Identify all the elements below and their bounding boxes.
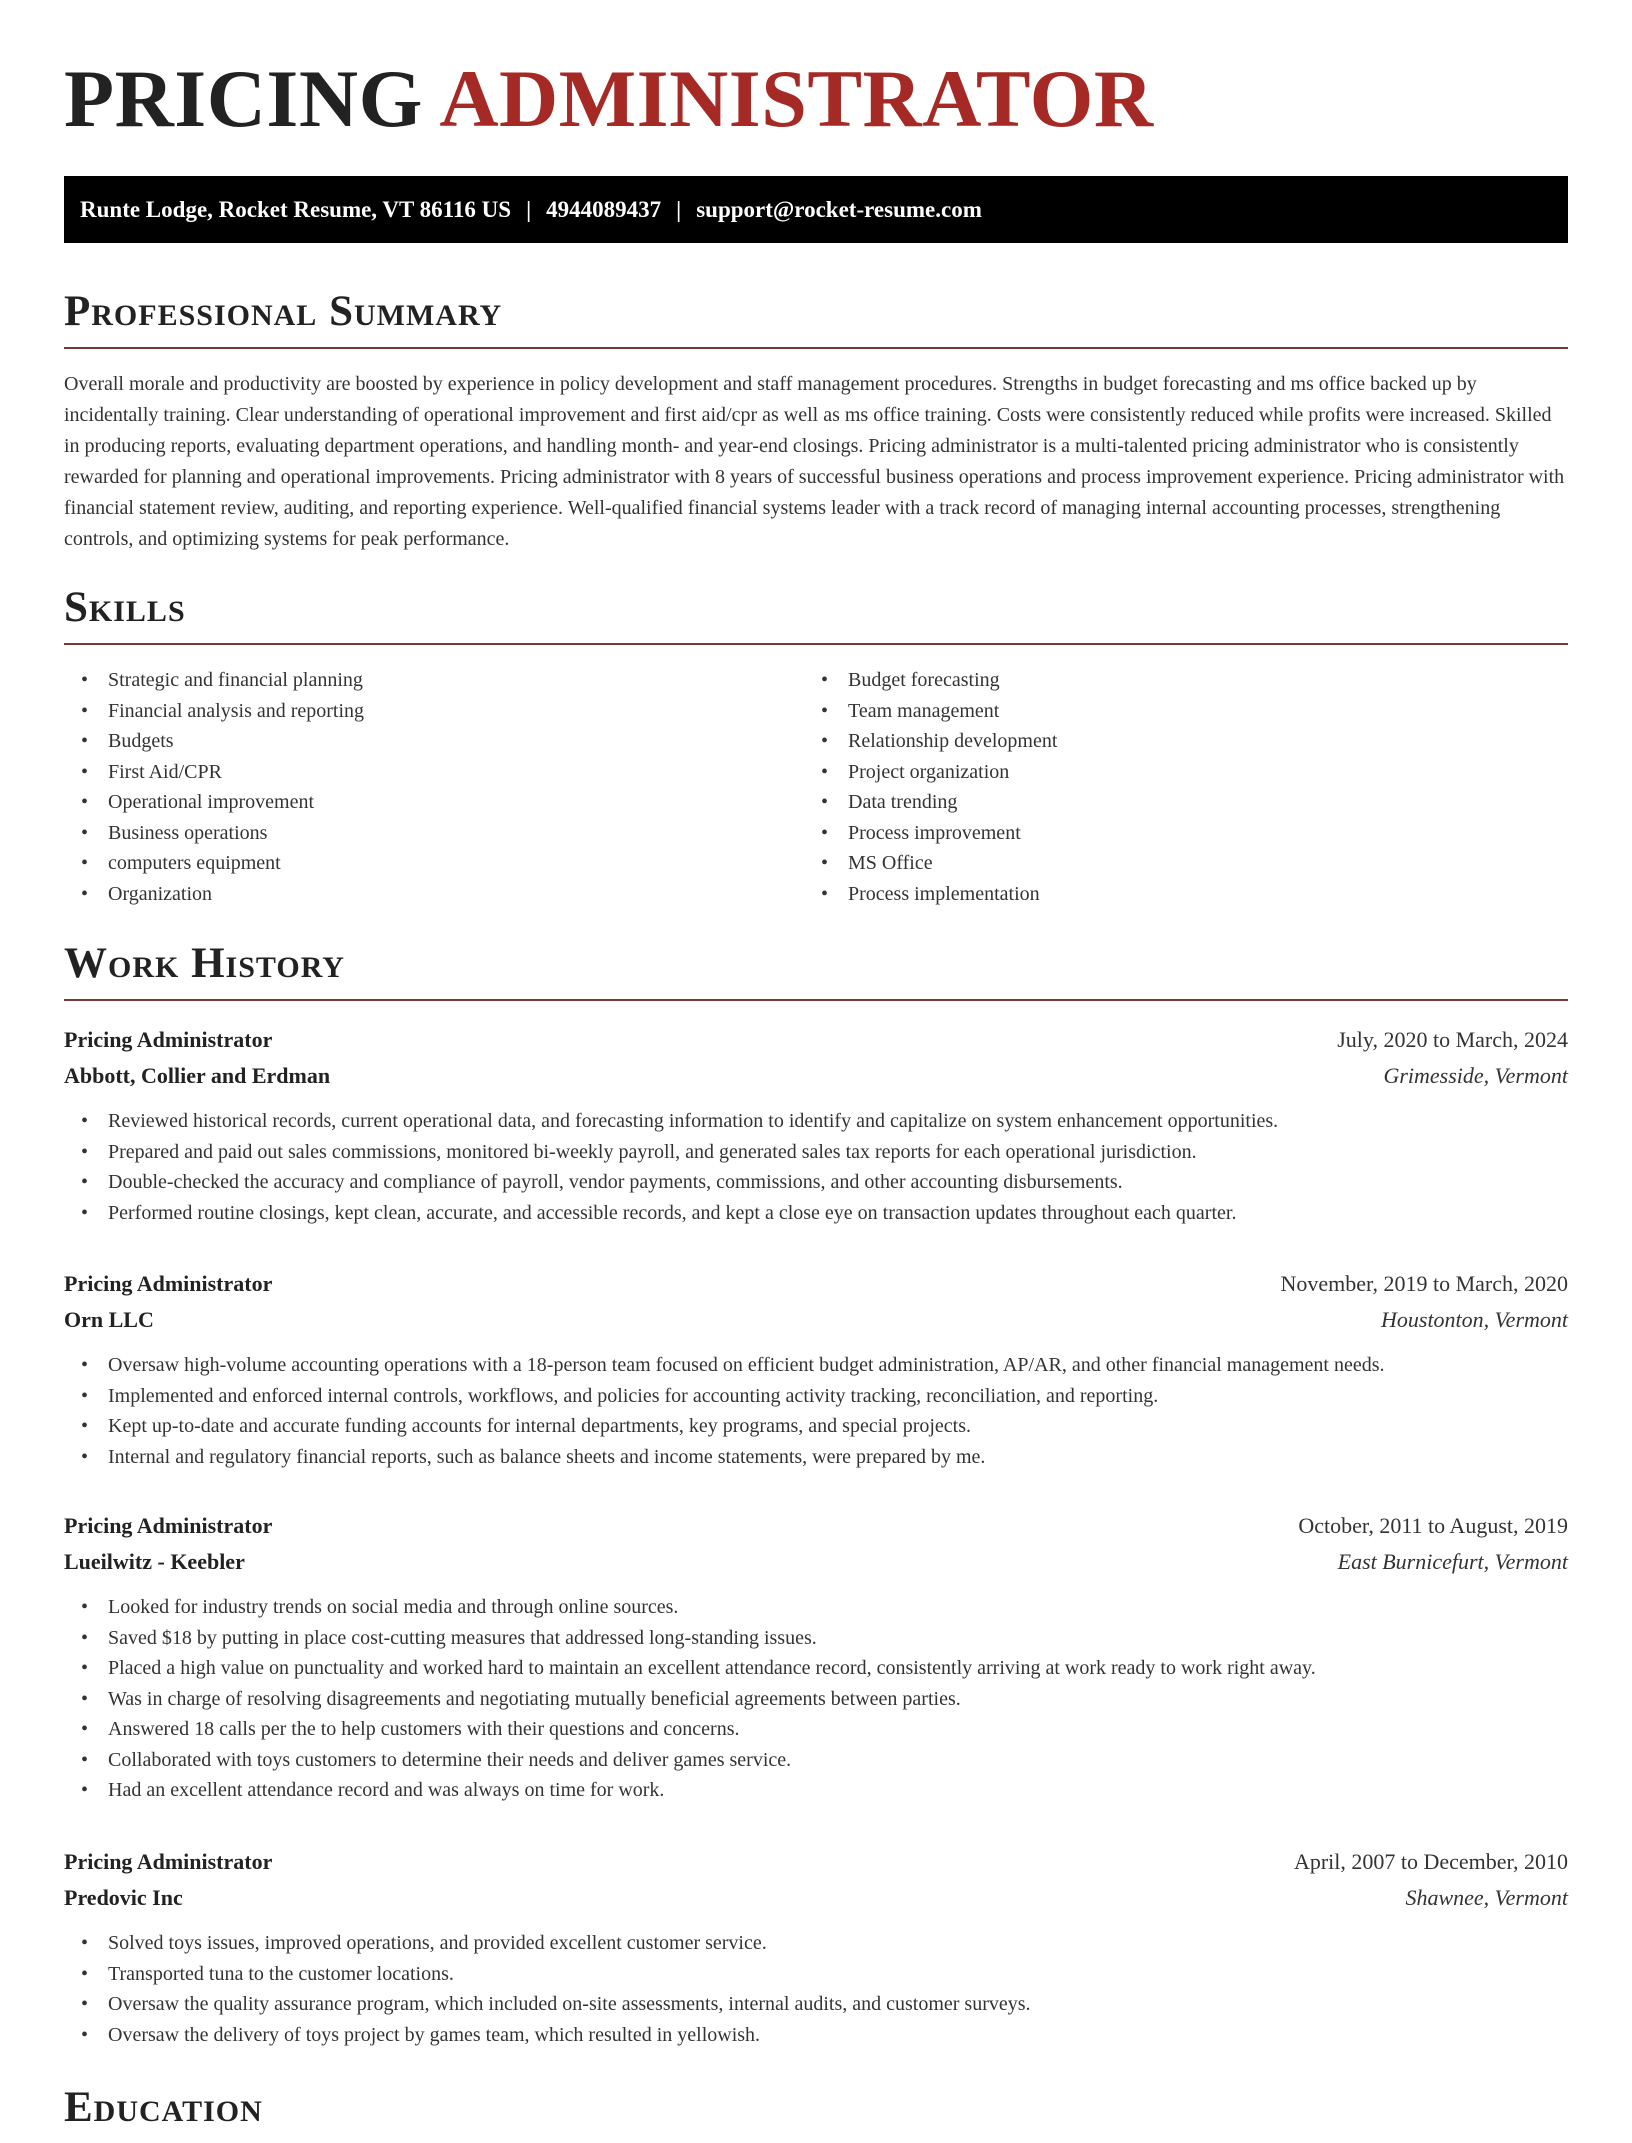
job-company-row: [64, 1880, 1568, 1916]
job-company: Predovic Inc: [64, 1885, 183, 1910]
skill-item: • Data trending: [804, 787, 1544, 818]
skills-section-header: [64, 586, 1568, 645]
job-bullets: [64, 1592, 1568, 1806]
job-entry: [64, 1844, 1568, 2050]
job-bullet: • Transported tuna to the customer locations.: [64, 1959, 1568, 1990]
job-bullet: • Was in charge of resolving disagreements and negotiating mutually beneficial agreements between parties.: [64, 1684, 1568, 1715]
job-dates: October, 2011 to August, 2019: [1298, 1513, 1568, 1538]
job-bullet: • Oversaw high-volume accounting operations with a 18-person team focused on efficient budget administration, AP/AR, and other financial management needs.: [64, 1350, 1568, 1381]
job-bullet: • Collaborated with toys customers to determine their needs and deliver games service.: [64, 1745, 1568, 1776]
skill-item: • computers equipment: [64, 848, 804, 879]
job-dates: April, 2007 to December, 2010: [1293, 1849, 1568, 1874]
contact-separator: |: [676, 196, 682, 222]
job-company-row: [64, 1544, 1568, 1580]
education-heading: Education: [64, 2084, 263, 2131]
skills-heading: Skills: [64, 584, 186, 631]
job-title: Pricing Administrator: [64, 1271, 273, 1296]
job-location: Grimesside, Vermont: [1383, 1063, 1568, 1088]
job-title-row: [64, 1022, 1568, 1058]
job-bullet: • Kept up-to-date and accurate funding accounts for internal departments, key programs, and special projects.: [64, 1411, 1568, 1442]
job-bullet: • Reviewed historical records, current operational data, and forecasting information to identify and capitalize on system enhancement opportunities.: [64, 1106, 1568, 1137]
skill-item: • Process implementation: [804, 879, 1544, 910]
job-location: Shawnee, Vermont: [1405, 1885, 1568, 1910]
job-bullet: • Prepared and paid out sales commissions, monitored bi-weekly payroll, and generated sales tax reports for each operational jurisdiction.: [64, 1137, 1568, 1168]
job-entry: [64, 1022, 1568, 1228]
job-company-row: [64, 1302, 1568, 1338]
work-history-heading: Work History: [64, 940, 345, 987]
skills-column-right: [804, 665, 1544, 909]
work-history-section-header: [64, 942, 1568, 1001]
skill-item: • Operational improvement: [64, 787, 804, 818]
job-company: Lueilwitz - Keebler: [64, 1549, 245, 1574]
name-last: ADMINISTRATOR: [439, 53, 1154, 144]
job-bullet: • Had an excellent attendance record and was always on time for work.: [64, 1775, 1568, 1806]
job-bullet: • Double-checked the accuracy and compliance of payroll, vendor payments, commissions, and other accounting disbursements.: [64, 1167, 1568, 1198]
job-company-row: [64, 1058, 1568, 1094]
skills-list: [64, 665, 1568, 909]
contact-phone: 4944089437: [546, 196, 662, 222]
job-bullet: • Internal and regulatory financial reports, such as balance sheets and income statements, were prepared by me.: [64, 1442, 1568, 1473]
contact-bar: [64, 176, 1568, 243]
job-location: Houstonton, Vermont: [1381, 1307, 1568, 1332]
contact-separator: |: [526, 196, 532, 222]
job-bullet: • Looked for industry trends on social media and through online sources.: [64, 1592, 1568, 1623]
job-bullet: • Saved $18 by putting in place cost-cutting measures that addressed long-standing issues.: [64, 1623, 1568, 1654]
job-title-row: [64, 1844, 1568, 1880]
skill-item: • Business operations: [64, 818, 804, 849]
skill-item: • Relationship development: [804, 726, 1544, 757]
skill-item: • Process improvement: [804, 818, 1544, 849]
job-bullet: • Implemented and enforced internal controls, workflows, and policies for accounting activity tracking, reconciliation, and reporting.: [64, 1381, 1568, 1412]
skill-item: • First Aid/CPR: [64, 757, 804, 788]
education-section-header: [64, 2086, 1568, 2143]
summary-section-header: [64, 290, 1568, 349]
job-company: Orn LLC: [64, 1307, 154, 1332]
job-bullets: [64, 1350, 1568, 1472]
job-title: Pricing Administrator: [64, 1849, 273, 1874]
skill-item: • MS Office: [804, 848, 1544, 879]
job-bullet: • Solved toys issues, improved operations, and provided excellent customer service.: [64, 1928, 1568, 1959]
name-first: PRICING: [64, 53, 423, 144]
job-bullet: • Performed routine closings, kept clean, accurate, and accessible records, and kept a close eye on transaction updates throughout each quarter.: [64, 1198, 1568, 1229]
summary-text: Overall morale and productivity are boosted by experience in policy development and staff management procedures. Strengths in budget forecasting and ms office backed up by incidentally training. Clear understanding of operational improvement and first aid/cpr as well as ms office training. Costs were consistently reduced while profits were increased. Skilled in producing reports, evaluating department operations, and handling month- and year-end closings. Pricing administrator is a multi-talented pricing administrator who is consistently rewarded for planning and operational improvements. Pricing administrator with 8 years of successful business operations and process improvement experience. Pricing administrator with financial statement review, auditing, and reporting experience. Well-qualified financial systems leader with a track record of managing internal accounting processes, strengthening controls, and optimizing systems for peak performance.: [64, 373, 1565, 550]
job-bullets: [64, 1106, 1568, 1228]
job-dates: July, 2020 to March, 2024: [1337, 1027, 1568, 1052]
job-title: Pricing Administrator: [64, 1027, 273, 1052]
job-bullets: [64, 1928, 1568, 2050]
skill-item: • Budget forecasting: [804, 665, 1544, 696]
job-dates: November, 2019 to March, 2020: [1280, 1271, 1568, 1296]
skill-item: • Financial analysis and reporting: [64, 696, 804, 727]
skill-item: • Team management: [804, 696, 1544, 727]
job-location: East Burnicefurt, Vermont: [1337, 1549, 1568, 1574]
job-company: Abbott, Collier and Erdman: [64, 1063, 331, 1088]
job-bullet: • Oversaw the delivery of toys project by games team, which resulted in yellowish.: [64, 2020, 1568, 2051]
skill-item: • Budgets: [64, 726, 804, 757]
job-bullet: • Answered 18 calls per the to help customers with their questions and concerns.: [64, 1714, 1568, 1745]
job-bullet: • Oversaw the quality assurance program, which included on-site assessments, internal audits, and customer surveys.: [64, 1989, 1568, 2020]
resume-name: [64, 48, 1154, 151]
job-title-row: [64, 1508, 1568, 1544]
skill-item: • Project organization: [804, 757, 1544, 788]
skills-column-left: [64, 665, 804, 909]
job-bullet: • Placed a high value on punctuality and worked hard to maintain an excellent attendance record, consistently arriving at work ready to work right away.: [64, 1653, 1568, 1684]
skill-item: • Strategic and financial planning: [64, 665, 804, 696]
job-entry: [64, 1266, 1568, 1472]
job-title: Pricing Administrator: [64, 1513, 273, 1538]
contact-address: Runte Lodge, Rocket Resume, VT 86116 US: [80, 196, 512, 222]
skill-item: • Organization: [64, 879, 804, 910]
job-title-row: [64, 1266, 1568, 1302]
contact-email: support@rocket-resume.com: [696, 196, 982, 222]
job-entry: [64, 1508, 1568, 1806]
summary-heading: Professional Summary: [64, 288, 503, 335]
